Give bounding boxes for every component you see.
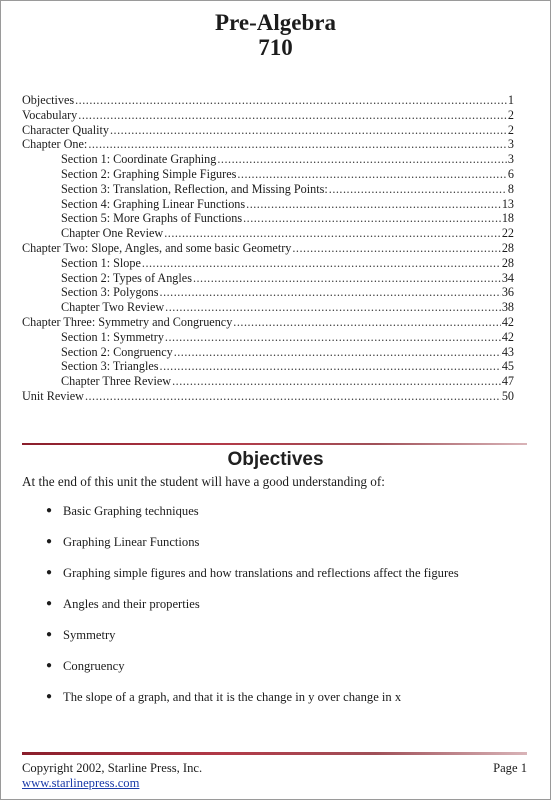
toc-entry-label: Objectives	[22, 93, 75, 107]
toc-entry	[22, 226, 514, 241]
toc-leader-dots	[165, 330, 501, 345]
toc-entry-page: 28	[501, 240, 514, 255]
toc-leader-dots	[75, 93, 507, 108]
page-number: Page 1	[493, 761, 527, 775]
toc-entry-label: Section 2: Types of Angles	[61, 270, 192, 285]
toc-entry-page: 8	[507, 181, 514, 196]
toc-leader-dots	[246, 197, 501, 212]
toc-entry-page: 38	[501, 300, 514, 315]
toc-entry-label: Chapter Two Review	[61, 300, 165, 315]
toc-entry-label: Chapter Three: Symmetry and Congruency	[22, 314, 233, 329]
toc-entry	[22, 359, 514, 374]
objective-text: The slope of a graph, and that it is the change in y over change in x	[63, 690, 402, 704]
toc-entry	[22, 330, 514, 345]
toc-entry-page: 47	[501, 374, 514, 389]
toc-entry-page: 22	[501, 226, 514, 241]
bullet-icon: ●	[46, 691, 53, 702]
toc-entry	[22, 271, 514, 286]
toc-entry-label: Chapter Two: Slope, Angles, and some basic Geometry	[22, 240, 292, 255]
toc-entry	[22, 315, 514, 330]
toc-leader-dots	[78, 108, 507, 123]
section-divider	[22, 443, 527, 445]
toc-entry	[22, 256, 514, 271]
toc-leader-dots	[85, 389, 501, 404]
toc-entry-label: Chapter One Review	[61, 226, 164, 241]
toc-entry-page: 2	[507, 122, 514, 137]
toc-entry-label: Section 1: Coordinate Graphing	[61, 152, 217, 167]
toc-leader-dots	[165, 300, 501, 315]
toc-entry	[22, 300, 514, 315]
toc-entry-label: Section 3: Translation, Reflection, and Missing Points:	[61, 181, 328, 196]
toc-entry-label: Section 1: Symmetry	[61, 329, 164, 344]
toc-entry-page: 36	[501, 285, 514, 300]
toc-entry	[22, 211, 514, 226]
objective-text: Symmetry	[63, 628, 116, 642]
table-of-contents	[22, 93, 514, 404]
toc-entry-page: 2	[507, 107, 514, 122]
toc-leader-dots	[110, 123, 507, 138]
toc-entry-label: Chapter One:	[22, 137, 88, 152]
toc-entry	[22, 108, 514, 123]
toc-entry-label: Vocabulary	[22, 107, 78, 122]
toc-entry-page: 50	[501, 388, 514, 403]
toc-leader-dots	[329, 182, 507, 197]
toc-entry-page: 28	[501, 255, 514, 270]
footer-divider	[22, 752, 527, 755]
toc-leader-dots	[243, 211, 501, 226]
toc-leader-dots	[164, 226, 501, 241]
toc-entry-page: 1	[507, 93, 514, 107]
toc-entry-label: Section 3: Polygons	[61, 285, 159, 300]
toc-entry-page: 3	[507, 137, 514, 152]
toc-leader-dots	[292, 241, 500, 256]
toc-entry	[22, 152, 514, 167]
bullet-icon: ●	[46, 505, 53, 516]
toc-entry	[22, 123, 514, 138]
toc-entry	[22, 137, 514, 152]
toc-entry-page: 13	[501, 196, 514, 211]
objective-text: Congruency	[63, 659, 125, 673]
toc-entry	[22, 197, 514, 212]
toc-entry	[22, 167, 514, 182]
toc-leader-dots	[142, 256, 501, 271]
toc-leader-dots	[160, 359, 501, 374]
toc-entry-page: 42	[501, 329, 514, 344]
toc-entry-page: 3	[507, 152, 514, 167]
toc-entry	[22, 182, 514, 197]
objective-text: Graphing simple figures and how translations and reflections affect the figures	[63, 566, 459, 580]
toc-leader-dots	[217, 152, 507, 167]
toc-entry	[22, 285, 514, 300]
toc-entry-page: 45	[501, 359, 514, 374]
toc-entry	[22, 93, 514, 108]
toc-entry	[22, 241, 514, 256]
toc-entry-page: 43	[501, 344, 514, 359]
toc-entry-label: Section 5: More Graphs of Functions	[61, 211, 243, 226]
toc-entry-label: Section 4: Graphing Linear Functions	[61, 196, 246, 211]
toc-leader-dots	[172, 374, 501, 389]
toc-entry	[22, 389, 514, 404]
toc-leader-dots	[160, 285, 501, 300]
toc-entry-label: Unit Review	[22, 388, 84, 403]
toc-entry-label: Section 3: Triangles	[61, 359, 159, 374]
objectives-intro: At the end of this unit the student will have a good understanding of:	[22, 474, 385, 489]
objective-text: Graphing Linear Functions	[63, 535, 200, 549]
toc-entry-label: Chapter Three Review	[61, 374, 172, 389]
toc-leader-dots	[233, 315, 501, 330]
toc-entry	[22, 345, 514, 360]
document-title: Pre-Algebra	[215, 10, 336, 35]
bullet-icon: ●	[46, 629, 53, 640]
toc-entry-page: 42	[501, 314, 514, 329]
objective-text: Basic Graphing techniques	[63, 504, 199, 518]
bullet-icon: ●	[46, 567, 53, 578]
toc-entry-label: Section 2: Congruency	[61, 344, 173, 359]
toc-entry-page: 34	[501, 270, 514, 285]
toc-entry-page: 6	[507, 166, 514, 181]
bullet-icon: ●	[46, 536, 53, 547]
copyright-notice: Copyright 2002, Starline Press, Inc.	[22, 761, 203, 775]
objective-text: Angles and their properties	[63, 597, 200, 611]
toc-entry	[22, 374, 514, 389]
bullet-icon: ●	[46, 598, 53, 609]
toc-entry-label: Character Quality	[22, 122, 109, 137]
toc-leader-dots	[193, 271, 501, 286]
toc-leader-dots	[88, 137, 507, 152]
toc-entry-label: Section 2: Graphing Simple Figures	[61, 166, 237, 181]
toc-leader-dots	[174, 345, 501, 360]
website-link[interactable]: www.starlinepress.com	[22, 776, 140, 790]
toc-leader-dots	[237, 167, 507, 182]
unit-number: 710	[258, 35, 293, 60]
toc-entry-label: Section 1: Slope	[61, 255, 141, 270]
objectives-heading: Objectives	[227, 449, 324, 470]
toc-entry-page: 18	[501, 211, 514, 226]
bullet-icon: ●	[46, 660, 53, 671]
